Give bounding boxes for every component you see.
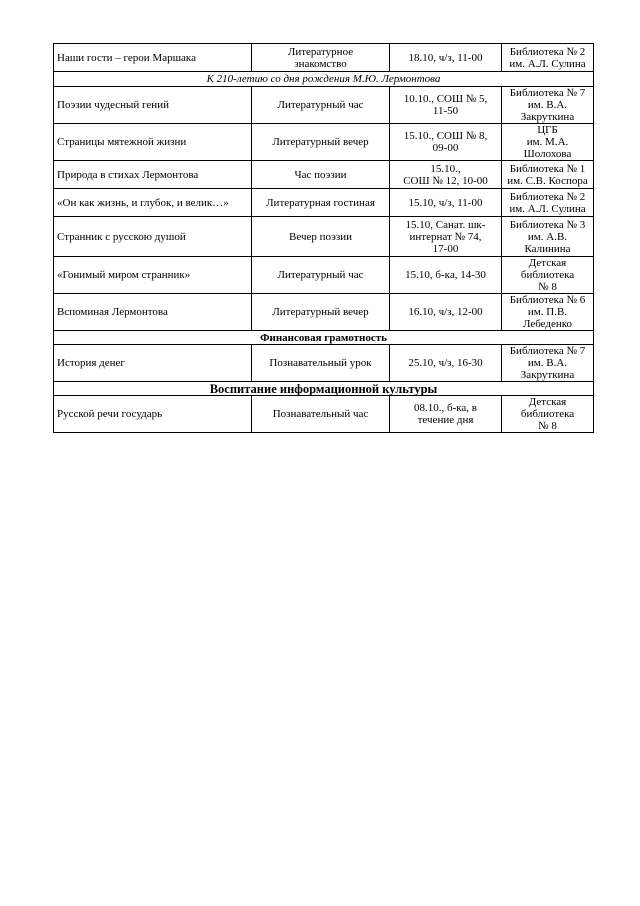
- event-format-line: Час поэзии: [294, 168, 347, 181]
- event-title: «Он как жизнь, и глубок, и велик…»: [54, 189, 252, 217]
- event-title: Поэзии чудесный гений: [54, 87, 252, 124]
- section-header-row: [54, 382, 594, 396]
- event-venue: [502, 294, 594, 331]
- event-format: [252, 87, 390, 124]
- section-title: Воспитание информационной культуры: [54, 382, 594, 396]
- event-title: «Гонимый миром странник»: [54, 257, 252, 294]
- event-venue-line: им. М.А. Шолохова: [523, 136, 572, 160]
- event-format: [252, 257, 390, 294]
- event-date-time: [390, 345, 502, 382]
- event-date-time-line: 09-00: [432, 142, 459, 154]
- event-date-time-line: 25.10, ч/з, 16-30: [408, 357, 483, 369]
- event-title: История денег: [54, 345, 252, 382]
- event-format-line: Познавательный час: [272, 408, 369, 420]
- event-row: [54, 294, 594, 331]
- event-date-time: [390, 44, 502, 72]
- section-title: К 210-летию со дня рождения М.Ю. Лермонтова: [54, 72, 594, 87]
- event-venue-line: им. С.В. Коспора: [507, 174, 588, 187]
- event-title: Наши гости – герои Маршака: [54, 44, 252, 72]
- event-venue-line: Библиотека № 7: [509, 87, 586, 99]
- event-format-line: Литературный вечер: [272, 306, 369, 318]
- event-row: [54, 217, 594, 257]
- event-date-time-line: 15.10, ч/з, 11-00: [408, 196, 483, 209]
- event-row: [54, 345, 594, 382]
- event-format: [252, 345, 390, 382]
- event-title: Странник с русскою душой: [54, 217, 252, 257]
- event-date-time: [390, 294, 502, 331]
- event-format-line: знакомство: [294, 57, 347, 70]
- event-date-time-line: 15.10., СОШ № 8,: [403, 130, 488, 142]
- event-date-time: [390, 87, 502, 124]
- event-format: [252, 294, 390, 331]
- event-format-line: Литературная гостиная: [266, 196, 375, 209]
- event-venue: [502, 161, 594, 189]
- event-title: Русской речи государь: [54, 396, 252, 433]
- event-venue-line: Библиотека № 7: [509, 345, 586, 357]
- event-venue-line: Библиотека № 1: [509, 162, 586, 175]
- event-venue-line: ЦГБ: [537, 124, 558, 136]
- event-format: [252, 396, 390, 433]
- event-format-line: Познавательный урок: [269, 357, 372, 369]
- event-row: [54, 161, 594, 189]
- event-venue-line: им. А.Л. Сулина: [509, 57, 586, 70]
- events-table-body: [54, 44, 594, 433]
- event-venue-line: им. А.В. Калинина: [524, 230, 571, 255]
- event-venue-line: им. А.Л. Сулина: [509, 202, 586, 215]
- event-format-line: Вечер поэзии: [289, 230, 352, 243]
- event-format: [252, 189, 390, 217]
- event-format: [252, 44, 390, 72]
- event-format: [252, 124, 390, 161]
- event-venue-line: Детская библиотека: [520, 396, 575, 420]
- event-format-line: Литературное: [287, 45, 354, 58]
- event-venue: [502, 87, 594, 124]
- event-title: Страницы мятежной жизни: [54, 124, 252, 161]
- event-date-time-line: 15.10, б-ка, 14-30: [405, 269, 486, 281]
- event-row: [54, 189, 594, 217]
- event-venue: [502, 396, 594, 433]
- event-date-time: [390, 161, 502, 189]
- event-format-line: Литературный час: [277, 99, 364, 111]
- event-row: [54, 44, 594, 72]
- event-date-time-line: течение дня: [417, 414, 474, 426]
- event-venue-line: Библиотека № 3: [509, 218, 586, 231]
- event-date-time: [390, 189, 502, 217]
- event-date-time: [390, 257, 502, 294]
- event-venue-line: им. П.В. Лебеденко: [522, 306, 573, 330]
- event-venue: [502, 124, 594, 161]
- event-venue: [502, 345, 594, 382]
- event-venue-line: Библиотека № 2: [509, 45, 586, 58]
- event-date-time-line: 10.10., СОШ № 5,: [403, 93, 488, 105]
- event-date-time-line: 15.10, Санат. шк-: [405, 218, 486, 231]
- events-table: [53, 43, 594, 433]
- event-venue: [502, 189, 594, 217]
- event-row: [54, 87, 594, 124]
- event-venue: [502, 44, 594, 72]
- section-header-row: [54, 331, 594, 345]
- event-format-line: Литературный час: [277, 269, 364, 281]
- event-title: Вспоминая Лермонтова: [54, 294, 252, 331]
- event-date-time-line: интернат № 74,: [409, 230, 482, 243]
- event-format: [252, 161, 390, 189]
- event-venue-line: Библиотека № 6: [509, 294, 586, 306]
- event-format-line: Литературный вечер: [272, 136, 369, 148]
- event-date-time-line: 17-00: [432, 242, 459, 255]
- event-date-time: [390, 217, 502, 257]
- event-row: [54, 124, 594, 161]
- event-venue: [502, 257, 594, 294]
- event-venue-line: Библиотека № 2: [509, 190, 586, 203]
- event-date-time-line: 16.10, ч/з, 12-00: [408, 306, 483, 318]
- event-date-time: [390, 124, 502, 161]
- event-venue-line: Детская библиотека: [520, 257, 575, 281]
- event-title: Природа в стихах Лермонтова: [54, 161, 252, 189]
- event-venue-line: им. В.А. Закруткина: [520, 357, 575, 381]
- event-date-time-line: 11-50: [432, 105, 459, 117]
- event-format: [252, 217, 390, 257]
- event-date-time-line: 15.10.,: [430, 162, 461, 175]
- event-row: [54, 257, 594, 294]
- event-date-time: [390, 396, 502, 433]
- event-venue-line: № 8: [538, 281, 557, 293]
- section-title: Финансовая грамотность: [54, 331, 594, 345]
- event-date-time-line: 18.10, ч/з, 11-00: [408, 51, 483, 64]
- event-venue: [502, 217, 594, 257]
- event-date-time-line: 08.10., б-ка, в: [413, 402, 477, 414]
- event-venue-line: им. В.А. Закруткина: [520, 99, 575, 123]
- event-date-time-line: СОШ № 12, 10-00: [403, 174, 488, 187]
- event-venue-line: № 8: [538, 420, 557, 432]
- event-row: [54, 396, 594, 433]
- section-header-row: [54, 72, 594, 87]
